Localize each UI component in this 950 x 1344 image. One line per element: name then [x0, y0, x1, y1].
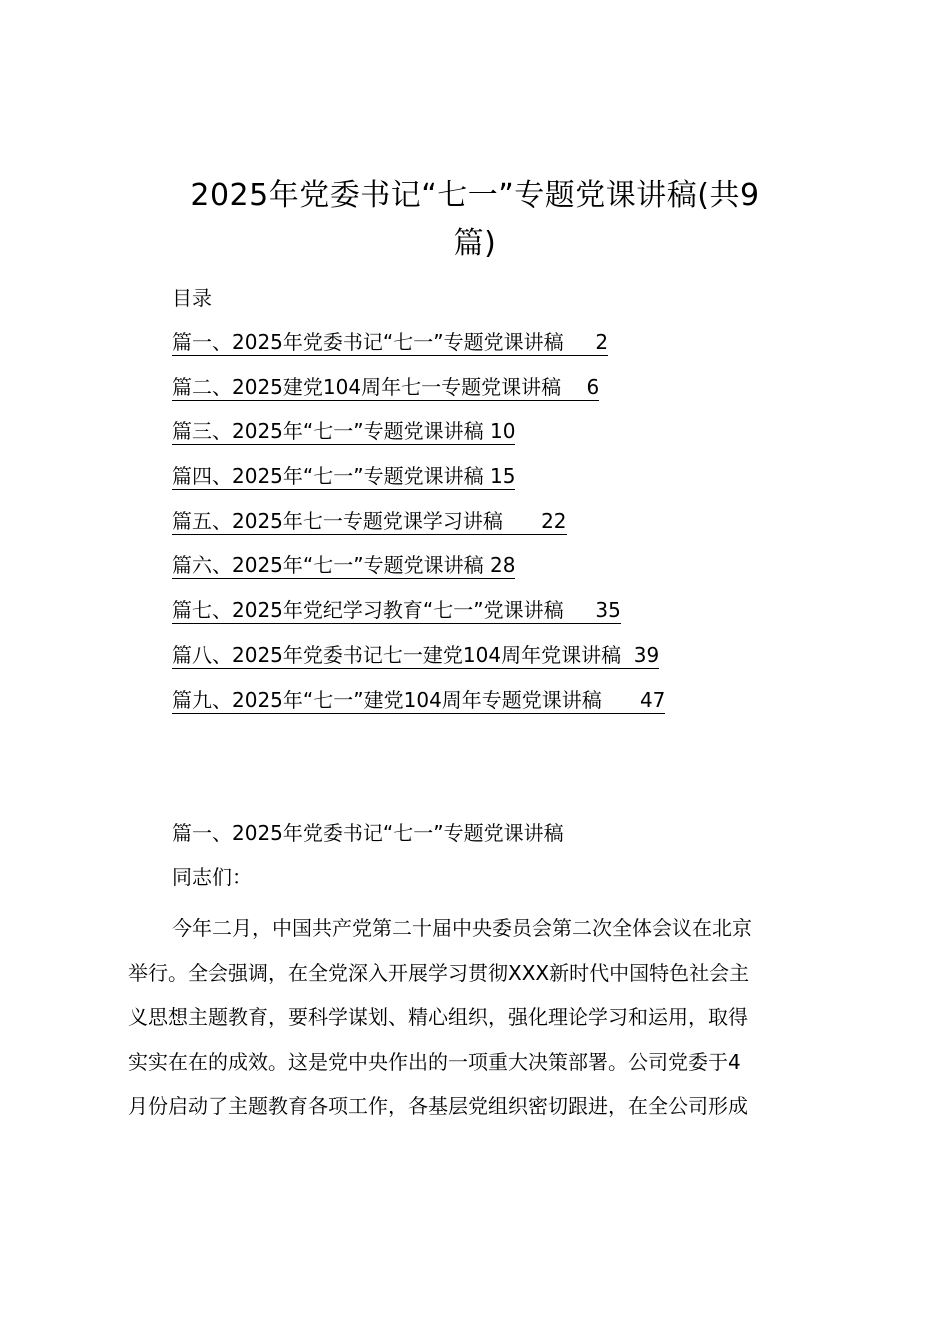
toc-entry	[172, 553, 515, 579]
toc-link-6[interactable]	[172, 550, 812, 595]
toc-label: 篇五、2025年七一专题党课学习讲稿	[172, 508, 503, 533]
toc-link-1[interactable]	[172, 327, 812, 372]
toc-label: 篇八、2025年党委书记七一建党104周年党课讲稿	[172, 642, 622, 667]
toc-page-number: 22	[541, 508, 567, 533]
greeting: 同志们：	[172, 865, 252, 889]
toc-link-8[interactable]	[172, 640, 812, 685]
toc-page-number: 28	[489, 553, 516, 578]
document-title	[110, 172, 840, 268]
toc-entry	[172, 375, 599, 401]
toc-link-5[interactable]	[172, 506, 812, 551]
toc-page-number: 10	[489, 419, 516, 444]
toc-entry	[172, 419, 515, 445]
toc-entry	[172, 330, 608, 356]
body-line: 今年二月，中国共产党第二十届中央委员会第二次全体会议在北京	[172, 916, 752, 940]
toc-page-number: 39	[633, 642, 660, 667]
toc-gap	[561, 375, 586, 399]
toc-label: 篇九、2025年“七一”建党104周年专题党课讲稿	[172, 687, 602, 712]
toc-label: 篇六、2025年“七一”专题党课讲稿	[172, 553, 484, 578]
section-title: 篇一、2025年党委书记“七一”专题党课讲稿	[172, 821, 564, 845]
toc-page-number: 47	[639, 687, 666, 712]
toc-gap	[564, 330, 596, 354]
toc-page-number: 2	[595, 330, 609, 354]
toc-label: 篇三、2025年“七一”专题党课讲稿	[172, 419, 484, 444]
toc-entry	[172, 598, 621, 624]
toc-entry	[172, 464, 515, 490]
title-line-1: 2025年党委书记“七一”专题党课讲稿(共9	[190, 178, 760, 213]
toc-link-3[interactable]	[172, 416, 812, 461]
toc-gap	[564, 598, 596, 622]
toc-entry	[172, 643, 659, 669]
body-paragraph	[128, 906, 833, 1129]
toc-heading: 目录	[172, 286, 212, 310]
toc-link-7[interactable]	[172, 595, 812, 640]
body-line: 实实在在的成效。这是党中央作出的一项重大决策部署。公司党委于4	[128, 1049, 741, 1074]
body-line: 月份启动了主题教育各项工作，各基层党组织密切跟进，在全公司形成	[128, 1094, 748, 1118]
toc-gap	[621, 643, 634, 667]
toc-page-number: 15	[489, 464, 516, 489]
table-of-contents	[172, 327, 812, 729]
toc-link-4[interactable]	[172, 461, 812, 506]
toc-gap	[503, 509, 541, 533]
toc-entry	[172, 688, 665, 714]
toc-link-2[interactable]	[172, 372, 812, 417]
toc-label: 篇二、2025建党104周年七一专题党课讲稿	[172, 374, 562, 399]
toc-entry	[172, 509, 567, 535]
toc-link-9[interactable]	[172, 685, 812, 730]
toc-page-number: 35	[595, 598, 621, 623]
toc-label: 篇一、2025年党委书记“七一”专题党课讲稿	[172, 330, 564, 354]
toc-label: 篇四、2025年“七一”专题党课讲稿	[172, 464, 484, 489]
toc-label: 篇七、2025年党纪学习教育“七一”党课讲稿	[172, 598, 564, 623]
body-line: 举行。全会强调，在全党深入开展学习贯彻XXX新时代中国特色社会主	[128, 960, 750, 985]
title-line-2: 篇)	[453, 226, 497, 261]
toc-gap	[602, 688, 640, 712]
toc-page-number: 6	[586, 374, 600, 399]
body-line: 义思想主题教育，要科学谋划、精心组织，强化理论学习和运用，取得	[128, 1005, 748, 1029]
